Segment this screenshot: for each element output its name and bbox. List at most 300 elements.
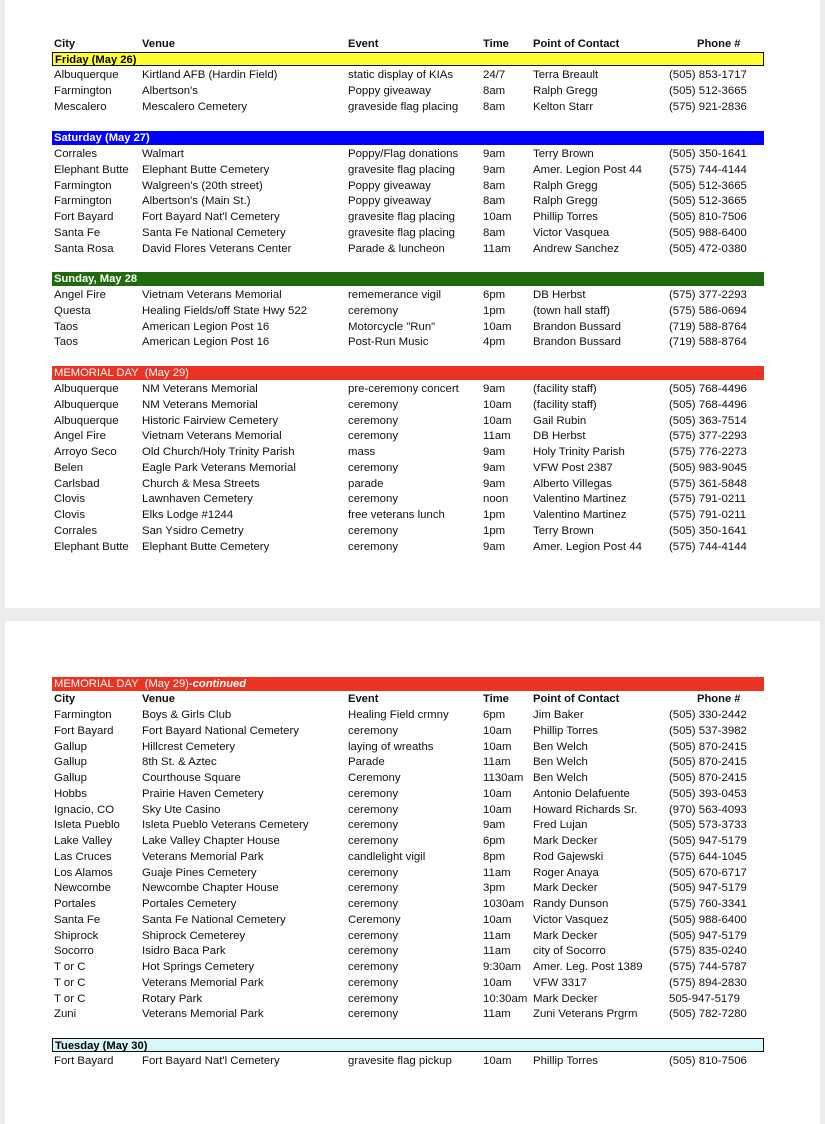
table-row (52, 320, 766, 336)
cell-city: Clovis (54, 509, 86, 521)
cell-event: laying of wreaths (348, 740, 434, 753)
cell-time: 3pm (483, 882, 506, 895)
table-row (52, 179, 766, 195)
cell-event: Poppy giveaway (348, 195, 431, 208)
cell-event: ceremony (348, 493, 399, 506)
cell-poc: Randy Dunson (533, 898, 609, 910)
cell-city: Belen (54, 461, 84, 474)
cell-poc: Fred Lujan (533, 819, 588, 832)
cell-city: Newcombe (54, 882, 111, 895)
cell-time: 8am (483, 100, 506, 113)
cell-phone: (505) 472-0380 (669, 242, 747, 255)
cell-phone: (575) 377-2293 (669, 430, 747, 443)
cell-venue: American Legion Post 16 (142, 320, 270, 333)
section-title: Sunday, May 28 (54, 273, 138, 285)
table-row (52, 461, 766, 477)
cell-poc: Ben Welch (533, 772, 588, 784)
table-row (52, 740, 766, 756)
cell-poc: VFW Post 2387 (533, 461, 613, 474)
cell-poc: VFW 3317 (533, 976, 587, 989)
cell-poc: (town hall staff) (533, 304, 611, 317)
cell-phone: (505) 810-7506 (669, 1055, 747, 1067)
cell-venue: Walmart (142, 148, 184, 160)
cell-time: 9am (483, 148, 506, 160)
cell-city: Santa Rosa (54, 242, 114, 255)
cell-time: 8am (483, 179, 506, 192)
cell-event: gravesite flag pickup (348, 1055, 452, 1067)
cell-phone: (575) 586-0694 (669, 304, 747, 317)
cell-event: gravesite flag placing (348, 211, 456, 223)
cell-city: Farmington (54, 195, 112, 208)
cell-event: ceremony (348, 787, 399, 800)
cell-event: ceremony (348, 1008, 399, 1021)
cell-event: ceremony (348, 882, 399, 895)
section-title: Tuesday (May 30) (55, 1040, 148, 1052)
section-subtitle: (May 29) (144, 678, 189, 690)
cell-poc: Mark Decker (533, 992, 598, 1005)
cell-phone: (970) 563-4093 (669, 803, 747, 816)
cell-city: Gallup (54, 772, 87, 784)
cell-city: Albuquerque (54, 414, 119, 427)
cell-venue: Albertson's (Main St.) (142, 195, 251, 208)
cell-venue: Church & Mesa Streets (142, 477, 260, 490)
header-phone: Phone # (697, 693, 741, 705)
cell-poc: Jim Baker (533, 709, 584, 721)
cell-poc: Victor Vasquea (533, 226, 610, 239)
cell-phone: (505) 670-6717 (669, 866, 747, 879)
table-row (52, 288, 766, 304)
cell-poc: DB Herbst (533, 289, 586, 301)
cell-venue: Historic Fairview Cemetery (142, 414, 279, 427)
section-title: Friday (May 26) (55, 54, 137, 66)
cell-event: ceremony (348, 866, 399, 879)
cell-city: Ignacio, CO (54, 803, 115, 816)
cell-venue: Isidro Baca Park (142, 945, 226, 958)
cell-venue: Veterans Memorial Park (142, 1008, 264, 1021)
cell-venue: Old Church/Holy Trinity Parish (142, 446, 295, 458)
cell-phone: (505) 947-5179 (669, 882, 747, 895)
header-phone: Phone # (697, 38, 741, 50)
cell-time: 8am (483, 226, 506, 239)
table-row (52, 803, 766, 819)
header-city: City (54, 693, 76, 705)
table-row (52, 524, 766, 540)
cell-event: Healing Field crmny (348, 709, 449, 721)
cell-phone: (505) 330-2442 (669, 709, 747, 721)
cell-city: Gallup (54, 740, 87, 753)
header-point-of-contact: Point of Contact (533, 693, 620, 705)
section-header-sunday (52, 272, 764, 286)
table-row (52, 724, 766, 740)
cell-time: 4pm (483, 336, 506, 349)
cell-venue: Fort Bayard Nat'l Cemetery (142, 1055, 280, 1067)
cell-city: Fort Bayard (54, 211, 114, 223)
cell-time: 1pm (483, 304, 506, 317)
cell-event: free veterans lunch (348, 509, 445, 521)
cell-city: Santa Fe (54, 226, 101, 239)
cell-poc: Brandon Bussard (533, 336, 622, 349)
cell-phone: (505) 870-2415 (669, 772, 747, 784)
cell-poc: Roger Anaya (533, 866, 599, 879)
cell-time: 1130am (483, 772, 524, 784)
cell-city: Angel Fire (54, 289, 106, 301)
header-event: Event (348, 693, 379, 705)
cell-poc: Howard Richards Sr. (533, 803, 638, 816)
cell-time: 9am (483, 461, 506, 474)
table-row (52, 834, 766, 850)
cell-phone: (505) 947-5179 (669, 835, 747, 847)
cell-phone: 505-947-5179 (669, 992, 740, 1005)
cell-phone: (505) 393-0453 (669, 787, 747, 800)
table-row (52, 1054, 766, 1070)
cell-phone: (505) 537-3982 (669, 724, 747, 737)
cell-time: 9am (483, 383, 506, 395)
table-row (52, 242, 766, 258)
cell-phone: (505) 983-9045 (669, 461, 747, 474)
cell-time: 10am (483, 414, 512, 427)
cell-poc: Brandon Bussard (533, 320, 622, 333)
cell-venue: Veterans Memorial Park (142, 976, 264, 989)
cell-event: gravesite flag placing (348, 226, 456, 239)
cell-phone: (505) 870-2415 (669, 740, 747, 753)
cell-poc: city of Socorro (533, 945, 606, 958)
cell-city: Angel Fire (54, 430, 106, 443)
cell-phone: (575) 760-3341 (669, 898, 747, 910)
cell-time: 10am (483, 211, 512, 223)
cell-phone: (505) 988-6400 (669, 913, 747, 926)
cell-phone: (505) 988-6400 (669, 226, 747, 239)
cell-phone: (505) 810-7506 (669, 211, 747, 223)
header-time: Time (483, 693, 509, 705)
table-row (52, 445, 766, 461)
cell-time: 9am (483, 540, 506, 553)
cell-event: Parade & luncheon (348, 242, 445, 255)
cell-city: Arroyo Seco (54, 446, 117, 458)
cell-phone: (575) 744-5787 (669, 961, 747, 973)
cell-phone: (505) 512-3665 (669, 84, 747, 97)
cell-time: 9am (483, 477, 506, 490)
cell-event: ceremony (348, 961, 399, 973)
cell-venue: NM Veterans Memorial (142, 398, 258, 411)
cell-event: ceremony (348, 898, 399, 910)
cell-time: 11am (483, 945, 511, 958)
table-row (52, 540, 766, 556)
cell-venue: Isleta Pueblo Veterans Cemetery (142, 819, 309, 832)
table-row (52, 304, 766, 320)
column-header-row (52, 692, 766, 708)
header-time: Time (483, 38, 509, 50)
section-title: MEMORIAL DAY (54, 367, 139, 379)
cell-event: ceremony (348, 819, 399, 832)
cell-time: 6pm (483, 289, 506, 301)
cell-time: 9am (483, 819, 506, 832)
cell-time: 10am (483, 740, 512, 753)
cell-venue: Fort Bayard Nat'l Cemetery (142, 211, 280, 223)
cell-event: Parade (348, 756, 385, 769)
table-row (52, 335, 766, 351)
cell-city: Zuni (54, 1008, 77, 1021)
cell-event: ceremony (348, 461, 399, 474)
cell-poc: Rod Gajewski (533, 850, 604, 863)
cell-phone: (575) 361-5848 (669, 477, 747, 490)
cell-event: Poppy giveaway (348, 84, 431, 97)
cell-phone: (575) 744-4144 (669, 540, 747, 553)
cell-phone: (505) 870-2415 (669, 756, 747, 769)
cell-phone: (575) 644-1045 (669, 850, 747, 863)
cell-poc: Amer. Legion Post 44 (533, 540, 642, 553)
cell-venue: Eagle Park Veterans Memorial (142, 461, 296, 474)
section-header-saturday (52, 131, 764, 145)
table-row (52, 1007, 766, 1023)
cell-poc: Victor Vasquez (533, 913, 609, 926)
cell-city: Lake Valley (54, 835, 113, 847)
table-row (52, 913, 766, 929)
cell-city: Clovis (54, 493, 86, 506)
cell-phone: (505) 350-1641 (669, 148, 747, 160)
cell-time: 6pm (483, 709, 506, 721)
cell-phone: (505) 512-3665 (669, 195, 747, 208)
cell-event: Post-Run Music (348, 336, 429, 349)
cell-city: Portales (54, 898, 96, 910)
cell-event: ceremony (348, 803, 399, 816)
cell-event: ceremony (348, 430, 399, 443)
cell-venue: Elephant Butte Cemetery (142, 540, 270, 553)
cell-time: 6pm (483, 835, 506, 847)
cell-event: candlelight vigil (348, 850, 426, 863)
cell-poc: DB Herbst (533, 430, 586, 443)
table-row (52, 210, 766, 226)
cell-venue: Portales Cemetery (142, 898, 237, 910)
table-row (52, 382, 766, 398)
cell-poc: Andrew Sanchez (533, 242, 620, 255)
table-row (52, 755, 766, 771)
cell-poc: Terry Brown (533, 524, 594, 537)
cell-time: 1pm (483, 524, 506, 537)
cell-time: 24/7 (483, 69, 506, 81)
cell-event: gravesite flag placing (348, 163, 456, 176)
cell-city: Shiprock (54, 929, 99, 942)
cell-city: Gallup (54, 756, 87, 769)
cell-phone: (505) 363-7514 (669, 414, 747, 427)
section-subtitle: (May 29) (144, 367, 189, 379)
header-venue: Venue (142, 693, 175, 705)
cell-venue: American Legion Post 16 (142, 336, 270, 349)
cell-poc: Ben Welch (533, 756, 588, 769)
cell-venue: David Flores Veterans Center (142, 242, 292, 255)
cell-venue: Hot Springs Cemetery (142, 961, 255, 973)
cell-venue: Sky Ute Casino (142, 803, 221, 816)
cell-phone: (505) 512-3665 (669, 179, 747, 192)
table-row (52, 881, 766, 897)
cell-venue: Vietnam Veterans Memorial (142, 289, 282, 301)
cell-phone: (719) 588-8764 (669, 320, 747, 333)
cell-poc: Phillip Torres (533, 724, 598, 737)
cell-venue: San Ysidro Cemetry (142, 524, 244, 537)
cell-venue: Rotary Park (142, 992, 203, 1005)
cell-event: ceremony (348, 398, 399, 411)
section-title: Saturday (May 27) (54, 132, 150, 144)
cell-city: Corrales (54, 148, 98, 160)
cell-event: Ceremony (348, 913, 401, 926)
cell-event: ceremony (348, 929, 399, 942)
cell-venue: Healing Fields/off State Hwy 522 (142, 304, 308, 317)
header-venue: Venue (142, 38, 175, 50)
cell-city: T or C (54, 961, 86, 973)
section-header-tuesday (52, 1038, 764, 1052)
cell-time: 11am (483, 929, 511, 942)
cell-venue: Albertson's (142, 84, 198, 97)
table-row (52, 477, 766, 493)
table-row (52, 944, 766, 960)
cell-phone: (575) 791-0211 (669, 509, 747, 521)
cell-event: pre-ceremony concert (348, 383, 459, 395)
table-row (52, 929, 766, 945)
cell-time: 11am (483, 1008, 511, 1021)
section-header-memorial-day-continued (52, 677, 764, 691)
cell-poc: (facility staff) (533, 383, 597, 395)
cell-event: ceremony (348, 304, 399, 317)
cell-poc: Mark Decker (533, 835, 598, 847)
table-row (52, 508, 766, 524)
cell-city: Carlsbad (54, 477, 100, 490)
cell-city: Santa Fe (54, 913, 101, 926)
cell-venue: Mescalero Cemetery (142, 100, 248, 113)
table-row (52, 84, 766, 100)
cell-event: Motorcycle "Run" (348, 320, 436, 333)
cell-city: Albuquerque (54, 398, 119, 411)
cell-phone: (505) 768-4496 (669, 398, 747, 411)
cell-poc: Terra Breault (533, 69, 599, 81)
section-header-friday (52, 52, 764, 66)
cell-time: noon (483, 493, 509, 506)
cell-city: T or C (54, 976, 86, 989)
cell-phone: (505) 782-7280 (669, 1008, 747, 1021)
cell-venue: Prairie Haven Cemetery (142, 787, 264, 800)
cell-venue: Veterans Memorial Park (142, 850, 264, 863)
cell-poc: Ralph Gregg (533, 195, 598, 208)
cell-poc: Ben Welch (533, 740, 588, 753)
cell-phone: (575) 377-2293 (669, 289, 747, 301)
cell-venue: Walgreen's (20th street) (142, 179, 263, 192)
cell-venue: Courthouse Square (142, 772, 241, 784)
cell-poc: Phillip Torres (533, 211, 598, 223)
cell-poc: Terry Brown (533, 148, 594, 160)
cell-venue: Boys & Girls Club (142, 709, 232, 721)
cell-phone: (719) 588-8764 (669, 336, 747, 349)
cell-city: Isleta Pueblo (54, 819, 120, 832)
cell-city: Farmington (54, 709, 112, 721)
cell-poc: (facility staff) (533, 398, 597, 411)
cell-city: Elephant Butte (54, 540, 129, 553)
cell-time: 10am (483, 320, 512, 333)
cell-poc: Alberto Villegas (533, 477, 612, 490)
cell-poc: Ralph Gregg (533, 84, 598, 97)
cell-event: parade (348, 477, 384, 490)
cell-venue: Fort Bayard National Cemetery (142, 724, 299, 737)
table-row (52, 866, 766, 882)
cell-time: 10am (483, 787, 512, 800)
cell-event: mass (348, 446, 376, 458)
cell-event: ceremony (348, 724, 399, 737)
cell-venue: Santa Fe National Cemetery (142, 226, 286, 239)
cell-poc: Amer. Legion Post 44 (533, 163, 642, 176)
section-header-memorial-day (52, 366, 764, 380)
cell-venue: Shiprock Cemeterey (142, 929, 246, 942)
cell-event: ceremony (348, 945, 399, 958)
cell-time: 10am (483, 803, 512, 816)
cell-city: Fort Bayard (54, 724, 114, 737)
cell-time: 10am (483, 976, 512, 989)
cell-event: graveside flag placing (348, 100, 459, 113)
cell-phone: (505) 768-4496 (669, 383, 747, 395)
cell-venue: Kirtland AFB (Hardin Field) (142, 69, 278, 81)
cell-event: ceremony (348, 992, 399, 1005)
cell-phone: (575) 744-4144 (669, 163, 747, 176)
cell-city: Mescalero (54, 100, 107, 113)
cell-city: Taos (54, 336, 79, 349)
cell-venue: Vietnam Veterans Memorial (142, 430, 282, 443)
cell-event: ceremony (348, 540, 399, 553)
cell-time: 9am (483, 446, 506, 458)
header-event: Event (348, 38, 379, 50)
cell-poc: Antonio Delafuente (533, 787, 630, 800)
table-row (52, 194, 766, 210)
table-row (52, 414, 766, 430)
cell-time: 10:30am (483, 992, 528, 1005)
cell-city: Taos (54, 320, 79, 333)
cell-city: Albuquerque (54, 383, 119, 395)
cell-phone: (505) 947-5179 (669, 929, 747, 942)
cell-phone: (505) 350-1641 (669, 524, 747, 537)
cell-event: ceremony (348, 414, 399, 427)
cell-poc: Holy Trinity Parish (533, 446, 625, 458)
cell-venue: Elks Lodge #1244 (142, 509, 234, 521)
cell-venue: Lake Valley Chapter House (142, 835, 280, 847)
header-city: City (54, 38, 76, 50)
cell-time: 10am (483, 398, 512, 411)
cell-time: 10am (483, 1055, 512, 1067)
cell-venue: Guaje Pines Cemetery (142, 866, 257, 879)
cell-city: Las Cruces (54, 850, 112, 863)
table-row (52, 429, 766, 445)
cell-venue: Elephant Butte Cemetery (142, 163, 270, 176)
table-row (52, 100, 766, 116)
cell-phone: (505) 573-3733 (669, 819, 747, 832)
table-row (52, 708, 766, 724)
cell-time: 11am (483, 756, 511, 769)
cell-time: 11am (483, 242, 511, 255)
cell-time: 10am (483, 913, 512, 926)
table-row (52, 68, 766, 84)
cell-poc: Zuni Veterans Prgrm (533, 1008, 638, 1021)
cell-city: T or C (54, 992, 86, 1005)
section-title: MEMORIAL DAY (54, 678, 139, 690)
table-row (52, 147, 766, 163)
cell-city: Elephant Butte (54, 163, 129, 176)
table-row (52, 992, 766, 1008)
table-row (52, 850, 766, 866)
cell-event: ceremony (348, 524, 399, 537)
cell-event: rememerance vigil (348, 289, 442, 301)
cell-venue: Lawnhaven Cemetery (142, 493, 253, 506)
cell-city: Corrales (54, 524, 98, 537)
table-row (52, 163, 766, 179)
cell-city: Farmington (54, 179, 112, 192)
table-row (52, 976, 766, 992)
cell-phone: (575) 921-2836 (669, 100, 747, 113)
cell-event: static display of KIAs (348, 69, 454, 81)
cell-time: 9am (483, 163, 506, 176)
